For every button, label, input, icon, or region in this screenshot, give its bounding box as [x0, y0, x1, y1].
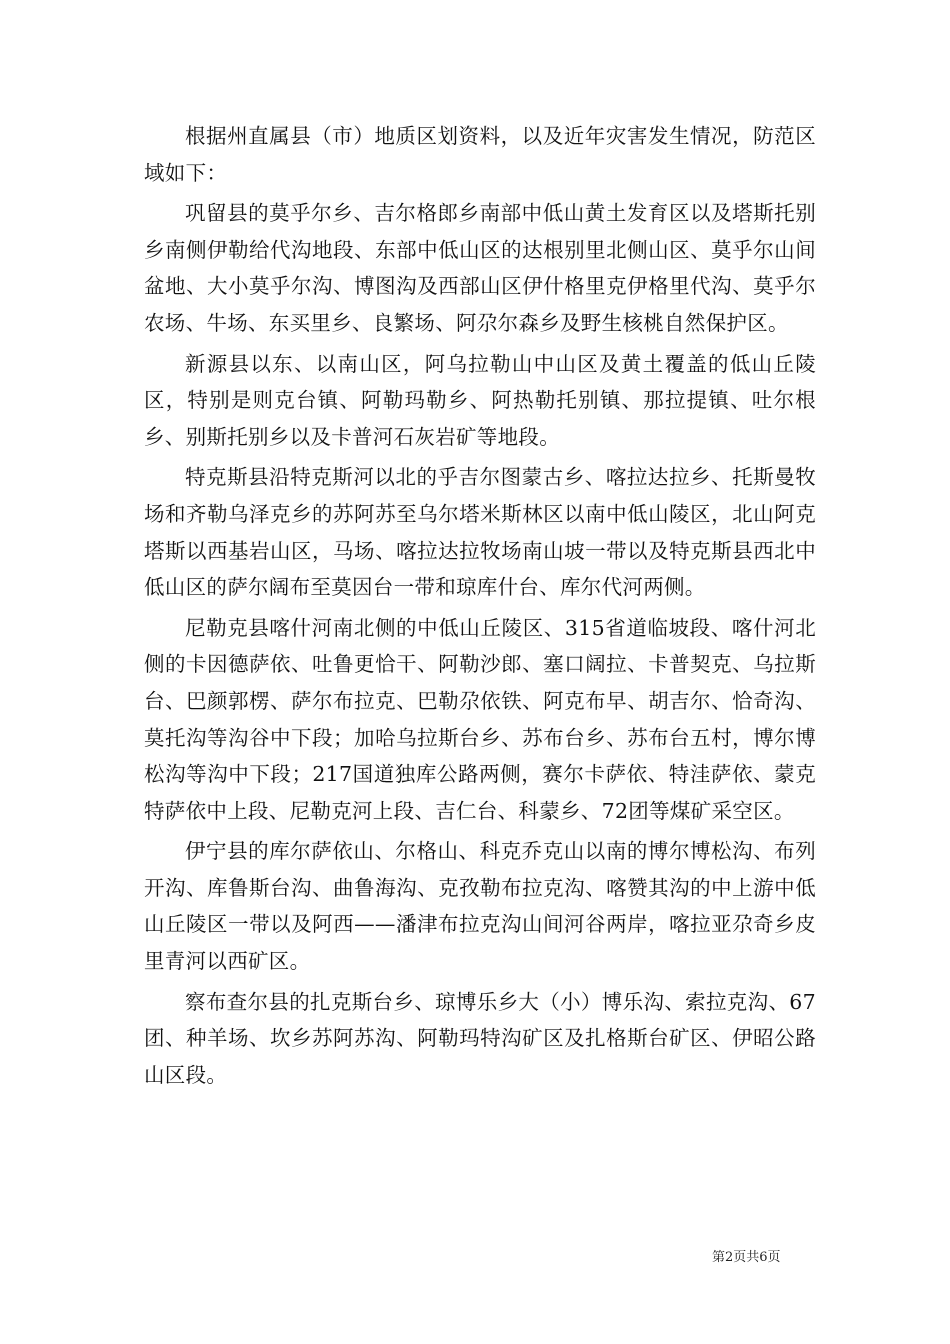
paragraph-nileke: 尼勒克县喀什河南北侧的中低山丘陵区、315省道临坡段、喀什河北侧的卡因德萨依、吐鲁更恰干、阿勒沙郎、塞口阔拉、卡普契克、乌拉斯台、巴颜郭楞、萨尔布拉克、巴勒尕依铁、阿克布早、胡吉尔、恰奇沟、莫托沟等沟谷中下段；加哈乌拉斯台乡、苏布台乡、苏布台五村，博尔博松沟等沟中下段；217国道独库公路两侧，赛尔卡萨依、特洼萨依、蒙克特萨依中上段、尼勒克河上段、吉仁台、科蒙乡、72团等煤矿采空区。 — [144, 615, 816, 823]
paragraph-intro: 根据州直属县（市）地质区划资料，以及近年灾害发生情况，防范区域如下： — [144, 124, 816, 185]
paragraph-gongliu: 巩留县的莫乎尔乡、吉尔格郎乡南部中低山黄土发育区以及塔斯托别乡南侧伊勒给代沟地段、东部中低山区的达根别里北侧山区、莫乎尔山间盆地、大小莫乎尔沟、博图沟及西部山区伊什格里克伊格里代沟、莫乎尔农场、牛场、东买里乡、良繁场、阿尕尔森乡及野生核桃自然保护区。 — [144, 201, 816, 335]
paragraph-yining: 伊宁县的库尔萨依山、尔格山、科克乔克山以南的博尔博松沟、布列开沟、库鲁斯台沟、曲鲁海沟、克孜勒布拉克沟、喀赞其沟的中上游中低山丘陵区一带以及阿西——潘津布拉克沟山间河谷两岸，喀拉亚尕奇乡皮里青河以西矿区。 — [144, 839, 816, 974]
paragraph-chabuchaer: 察布查尔县的扎克斯台乡、琼博乐乡大（小）博乐沟、索拉克沟、67团、种羊场、坎乡苏阿苏沟、阿勒玛特沟矿区及扎格斯台矿区、伊昭公路山区段。 — [144, 989, 816, 1087]
document-body — [144, 118, 816, 1097]
paragraph-tekesi: 特克斯县沿特克斯河以北的乎吉尔图蒙古乡、喀拉达拉乡、托斯曼牧场和齐勒乌泽克乡的苏阿苏至乌尔塔米斯林区以南中低山陵区，北山阿克塔斯以西基岩山区，马场、喀拉达拉牧场南山坡一带以及特克斯县西北中低山区的萨尔阔布至莫因台一带和琼库什台、库尔代河两侧。 — [144, 465, 816, 600]
page-number: 第2页共6页 — [712, 1250, 781, 1265]
paragraph-xinyuan: 新源县以东、以南山区，阿乌拉勒山中山区及黄土覆盖的低山丘陵区，特别是则克台镇、阿勒玛勒乡、阿热勒托别镇、那拉提镇、吐尔根乡、别斯托别乡以及卡普河石灰岩矿等地段。 — [144, 351, 816, 449]
